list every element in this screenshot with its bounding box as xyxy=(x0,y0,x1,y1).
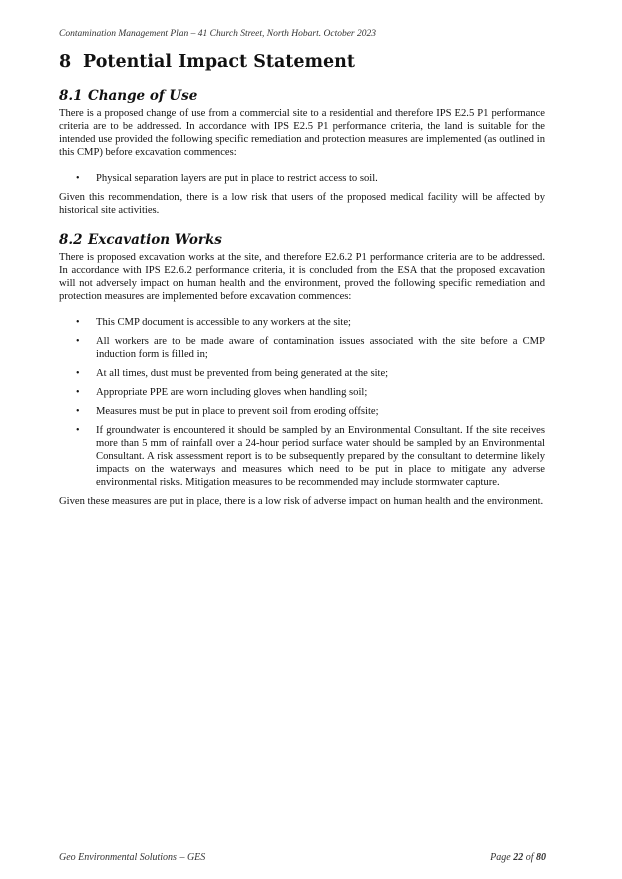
page-total: 80 xyxy=(536,852,546,863)
paragraph-conclusion: Given this recommendation, there is a low risk that users of the proposed medical facility will be affected by historical site activities. xyxy=(59,192,545,216)
bullet-list xyxy=(59,316,545,489)
paragraph-intro: There is proposed excavation works at the site, and therefore E2.6.2 P1 performance criteria are to be addressed. In accordance with IPS E2.6.2 performance criteria, it is concluded from the ESA that the proposed excavation will not adversely impact on human health and the environment, proved the following specific remediation and protection measures are implemented before excavation commences: xyxy=(59,252,545,302)
list-item-text: At all times, dust must be prevented from being generated at the site; xyxy=(96,368,389,379)
bullet-icon: • xyxy=(76,336,80,347)
list-item-text: Measures must be put in place to prevent soil from eroding offsite; xyxy=(96,406,379,417)
bullet-icon: • xyxy=(76,406,80,417)
list-item xyxy=(59,335,545,361)
list-item-text: This CMP document is accessible to any workers at the site; xyxy=(96,317,351,328)
page-of: of xyxy=(525,852,534,863)
list-item xyxy=(59,367,545,380)
bullet-icon: • xyxy=(76,387,80,398)
bullet-icon: • xyxy=(76,425,80,436)
paragraph-conclusion: Given these measures are put in place, there is a low risk of adverse impact on human health and the environment. xyxy=(59,496,544,507)
bullet-icon: • xyxy=(76,317,80,328)
bullet-icon: • xyxy=(76,173,80,184)
list-item xyxy=(59,172,545,185)
footer-company: Geo Environmental Solutions – GES xyxy=(59,852,206,863)
subsection-title: Change of Use xyxy=(88,88,198,104)
paragraph-intro: There is a proposed change of use from a commercial site to a residential and therefore IPS E2.5 P1 performance criteria are to be addressed. In accordance with IPS E2.5 P1 performance criteria, the land is suitable for the intended use provided the following specific remediation and protection measures are implemented (as outlined in this CMP) before excavation commences: xyxy=(59,108,545,158)
section-title: Potential Impact Statement xyxy=(83,52,355,72)
subsection-change-of-use xyxy=(59,88,545,217)
page-current: 22 xyxy=(513,852,524,863)
subsection-excavation-works xyxy=(59,232,545,508)
bullet-list xyxy=(59,172,545,185)
list-item xyxy=(59,424,545,489)
page-label: Page xyxy=(490,852,511,863)
list-item xyxy=(59,386,545,399)
subsection-number: 8.1 xyxy=(59,88,83,104)
running-header: Contamination Management Plan – 41 Church Street, North Hobart. October 2023 xyxy=(59,29,376,39)
subsection-title: Excavation Works xyxy=(88,232,222,248)
subsection-number: 8.2 xyxy=(59,232,83,248)
section-number: 8 xyxy=(59,52,72,72)
list-item xyxy=(59,405,545,418)
list-item-text: All workers are to be made aware of contamination issues associated with the site before a CMP induction form is filled in; xyxy=(96,336,545,360)
list-item-text: If groundwater is encountered it should be sampled by an Environmental Consultant. If the site receives more than 5 mm of rainfall over a 24-hour period surface water should be sampled by an Environmental Consultant. A risk assessment report is to be subsequently prepared by the consultant to determine likely impacts on the waterways and measures which need to be put in place to mitigate any adverse environmental risks. Mitigation measures to be recommended may include stormwater capture. xyxy=(96,425,545,488)
list-item xyxy=(59,316,545,329)
list-item-text: Physical separation layers are put in place to restrict access to soil. xyxy=(96,173,378,184)
bullet-icon: • xyxy=(76,368,80,379)
footer-page-number xyxy=(490,852,546,863)
subsection-heading xyxy=(59,88,545,104)
list-item-text: Appropriate PPE are worn including gloves when handling soil; xyxy=(96,387,368,398)
subsection-heading xyxy=(59,232,545,248)
section-heading xyxy=(59,52,355,72)
